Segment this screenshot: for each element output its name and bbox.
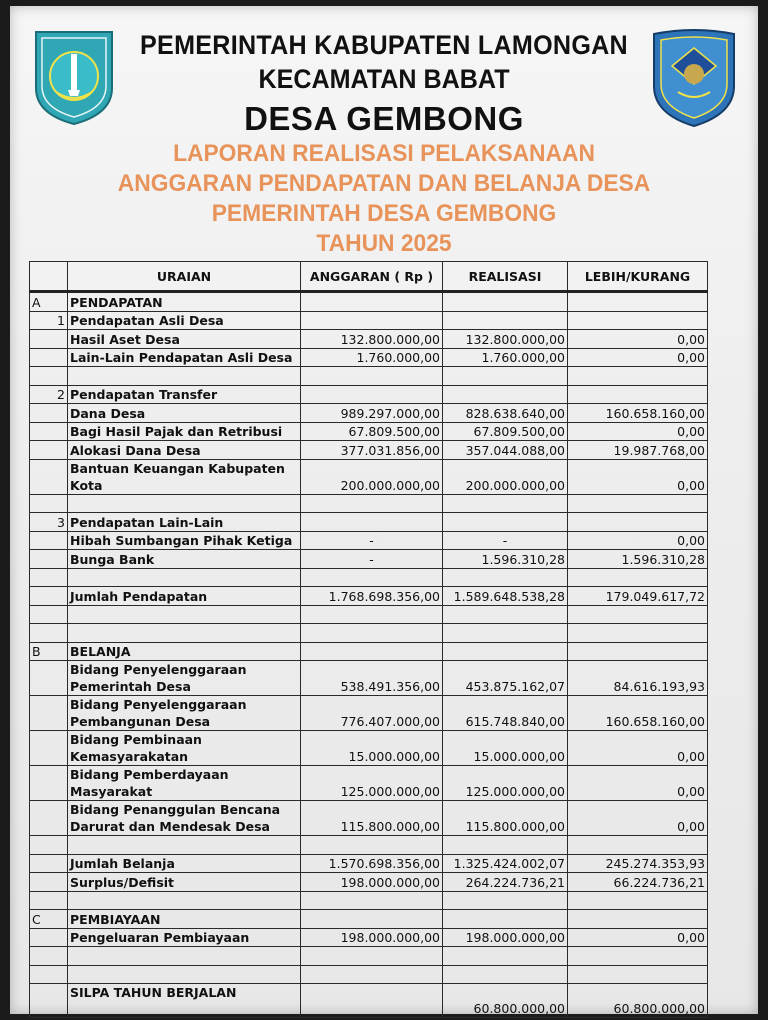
row-desc: Pendapatan Asli Desa	[68, 311, 301, 330]
row-desc: BELANJA	[68, 642, 301, 661]
table-row	[30, 731, 708, 766]
blank-row	[30, 568, 708, 587]
total-row	[30, 854, 708, 873]
row-lebih-kurang: 0,00	[568, 422, 708, 441]
row-code: C	[30, 910, 68, 929]
table-row	[30, 910, 708, 929]
row-lebih-kurang: 245.274.353,93	[568, 854, 708, 873]
header-lebih-kurang: LEBIH/KURANG	[568, 262, 708, 292]
row-realisasi: 15.000.000,00	[443, 731, 568, 766]
row-desc-line1: Bidang Penyelenggaraan	[70, 697, 247, 712]
row-code: 3	[30, 513, 68, 532]
total-row	[30, 984, 708, 1018]
row-realisasi: 198.000.000,00	[443, 928, 568, 947]
header-kecamatan: KECAMATAN BABAT	[258, 64, 510, 94]
blank-row	[30, 624, 708, 643]
row-lebih-kurang: 0,00	[568, 330, 708, 349]
row-desc: Lain-Lain Pendapatan Asli Desa	[68, 348, 301, 367]
row-desc: Bunga Bank	[68, 550, 301, 569]
row-desc: Jumlah Belanja	[68, 854, 301, 873]
table-row	[30, 404, 708, 423]
blank-row	[30, 494, 708, 513]
header-uraian: URAIAN	[68, 262, 301, 292]
row-desc-line2: Pembangunan Desa	[70, 714, 211, 729]
blank-row	[30, 891, 708, 910]
blank-row	[30, 605, 708, 624]
row-anggaran: 377.031.856,00	[301, 441, 443, 460]
row-lebih-kurang: 0,00	[568, 731, 708, 766]
row-anggaran: 15.000.000,00	[301, 731, 443, 766]
row-realisasi: 1.760.000,00	[443, 348, 568, 367]
row-desc: Bidang Pemberdayaan Masyarakat	[68, 766, 301, 801]
row-code: A	[30, 292, 68, 312]
table-row	[30, 459, 708, 494]
row-realisasi: -	[443, 531, 568, 550]
row-realisasi: 132.800.000,00	[443, 330, 568, 349]
row-lebih-kurang: 0,00	[568, 801, 708, 836]
row-anggaran: 132.800.000,00	[301, 330, 443, 349]
blank-row	[30, 965, 708, 984]
table-row	[30, 292, 708, 312]
row-desc-line2: Kota	[70, 477, 103, 493]
row-desc: Hasil Aset Desa	[68, 330, 301, 349]
row-desc: PENDAPATAN	[68, 292, 301, 312]
row-desc: Pengeluaran Pembiayaan	[68, 928, 301, 947]
table-row	[30, 550, 708, 569]
table-row	[30, 801, 708, 836]
table-row	[30, 661, 708, 696]
row-desc	[68, 661, 301, 696]
report-title-line1: LAPORAN REALISASI PELAKSANAAN	[173, 140, 595, 167]
row-realisasi: 1.589.648.538,28	[443, 587, 568, 606]
table-row	[30, 330, 708, 349]
header-desa: DESA GEMBONG	[244, 100, 524, 137]
header-realisasi: REALISASI	[443, 262, 568, 292]
row-lebih-kurang: 0,00	[568, 766, 708, 801]
row-realisasi: 1.325.424.002,07	[443, 854, 568, 873]
report-title-line2: ANGGARAN PENDAPATAN DAN BELANJA DESA	[117, 170, 651, 197]
table-row	[30, 348, 708, 367]
header-code	[30, 262, 68, 292]
row-desc-line2: Pemerintah Desa	[70, 679, 191, 694]
row-realisasi: 125.000.000,00	[443, 766, 568, 801]
row-realisasi: 264.224.736,21	[443, 873, 568, 892]
row-anggaran: 200.000.000,00	[301, 459, 443, 494]
total-row	[30, 587, 708, 606]
row-realisasi: 1.596.310,28	[443, 550, 568, 569]
row-desc-line1: Bidang Penyelenggaraan	[70, 662, 247, 677]
row-code: 1	[30, 311, 68, 330]
row-lebih-kurang: 160.658.160,00	[568, 696, 708, 731]
row-anggaran: 67.809.500,00	[301, 422, 443, 441]
table-row	[30, 385, 708, 404]
table-row	[30, 311, 708, 330]
row-lebih-kurang: 160.658.160,00	[568, 404, 708, 423]
row-anggaran: 776.407.000,00	[301, 696, 443, 731]
row-realisasi: 60.800.000,00	[443, 984, 568, 1018]
realisasi-table	[29, 261, 708, 1018]
row-desc-line2: Kemasyarakatan	[70, 749, 189, 764]
row-anggaran: 115.800.000,00	[301, 801, 443, 836]
row-desc: Bagi Hasil Pajak dan Retribusi	[68, 422, 301, 441]
row-realisasi: 115.800.000,00	[443, 801, 568, 836]
row-realisasi: 357.044.088,00	[443, 441, 568, 460]
table-row	[30, 642, 708, 661]
row-desc	[68, 801, 301, 836]
table-row	[30, 513, 708, 532]
header-anggaran: ANGGARAN ( Rp )	[301, 262, 443, 292]
row-desc	[68, 459, 301, 494]
row-lebih-kurang: 0,00	[568, 531, 708, 550]
table-row	[30, 928, 708, 947]
row-realisasi: 828.638.640,00	[443, 404, 568, 423]
row-anggaran: 1.760.000,00	[301, 348, 443, 367]
row-desc-line1: Bidang Pembinaan	[70, 732, 202, 747]
header-kabupaten: PEMERINTAH KABUPATEN LAMONGAN	[140, 30, 628, 60]
row-desc-line1: Bidang Penanggulan Bencana	[70, 802, 281, 817]
row-code: B	[30, 642, 68, 661]
row-realisasi: 453.875.162,07	[443, 661, 568, 696]
blank-row	[30, 947, 708, 966]
row-anggaran: 125.000.000,00	[301, 766, 443, 801]
row-realisasi: 615.748.840,00	[443, 696, 568, 731]
row-lebih-kurang: 0,00	[568, 928, 708, 947]
table-header-row	[30, 262, 708, 292]
row-anggaran	[301, 984, 443, 1018]
blank-row	[30, 836, 708, 855]
table-row	[30, 873, 708, 892]
row-desc-line2: Darurat dan Mendesak Desa	[70, 819, 270, 834]
row-lebih-kurang: 66.224.736,21	[568, 873, 708, 892]
report-title-line3: PEMERINTAH DESA GEMBONG	[211, 200, 557, 227]
row-desc: Surplus/Defisit	[68, 873, 301, 892]
row-desc: PEMBIAYAAN	[68, 910, 301, 929]
row-desc: SILPA TAHUN BERJALAN	[68, 984, 301, 1018]
row-realisasi: 67.809.500,00	[443, 422, 568, 441]
row-anggaran: 1.768.698.356,00	[301, 587, 443, 606]
row-desc	[68, 731, 301, 766]
row-anggaran: -	[301, 531, 443, 550]
row-desc: Jumlah Pendapatan	[68, 587, 301, 606]
row-lebih-kurang: 19.987.768,00	[568, 441, 708, 460]
row-anggaran: 989.297.000,00	[301, 404, 443, 423]
row-lebih-kurang: 179.049.617,72	[568, 587, 708, 606]
blank-row	[30, 367, 708, 386]
row-desc	[68, 696, 301, 731]
row-desc: Dana Desa	[68, 404, 301, 423]
row-realisasi: 200.000.000,00	[443, 459, 568, 494]
table-row	[30, 441, 708, 460]
report-banner	[10, 6, 758, 1014]
row-lebih-kurang: 60.800.000,00	[568, 984, 708, 1018]
row-lebih-kurang: 84.616.193,93	[568, 661, 708, 696]
row-desc: Pendapatan Lain-Lain	[68, 513, 301, 532]
table-row	[30, 766, 708, 801]
row-desc-line1: Bantuan Keuangan Kabupaten	[70, 460, 285, 476]
row-anggaran: 198.000.000,00	[301, 873, 443, 892]
row-code: 2	[30, 385, 68, 404]
row-anggaran: 538.491.356,00	[301, 661, 443, 696]
report-year: TAHUN 2025	[316, 230, 452, 257]
row-desc: Alokasi Dana Desa	[68, 441, 301, 460]
row-desc: Pendapatan Transfer	[68, 385, 301, 404]
row-desc: Hibah Sumbangan Pihak Ketiga	[68, 531, 301, 550]
table-row	[30, 531, 708, 550]
row-lebih-kurang: 0,00	[568, 348, 708, 367]
row-anggaran: 1.570.698.356,00	[301, 854, 443, 873]
table-row	[30, 422, 708, 441]
row-anggaran: 198.000.000,00	[301, 928, 443, 947]
row-anggaran: -	[301, 550, 443, 569]
row-lebih-kurang: 0,00	[568, 459, 708, 494]
table-row	[30, 696, 708, 731]
row-lebih-kurang: 1.596.310,28	[568, 550, 708, 569]
